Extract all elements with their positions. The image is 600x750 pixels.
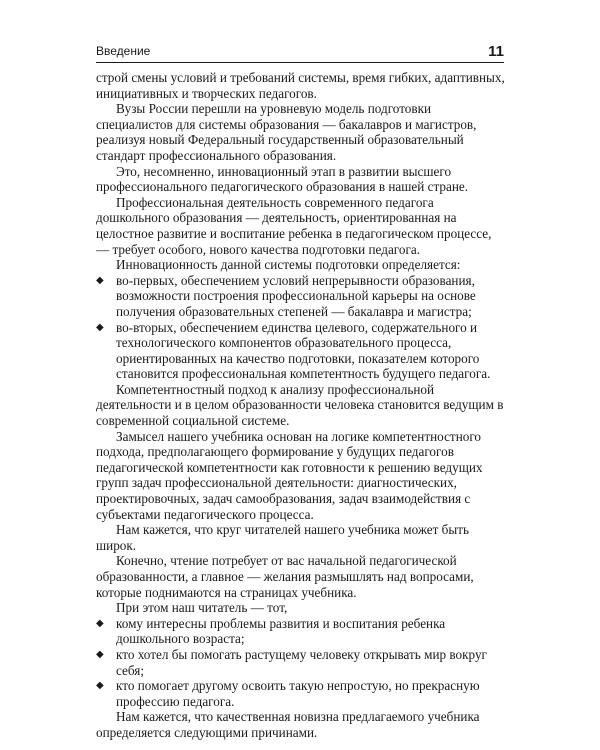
paragraph: Замысел нашего учебника основан на логике компетентностного подхода, предполагающего формирование у будущих педагогов педагогической компетентности как готовности к решению ведущих групп задач профессиональной деятельности: диагностических, проектировочных, задач самообразования, задач взаимодействия с субъектами педагогического процесса. (96, 428, 483, 522)
diamond-bullet-icon: ◆ (96, 274, 104, 286)
paragraph: Нам кажется, что качественная новизна предлагаемого учебника определяется следующими причинами. (96, 709, 480, 740)
bullet-list-innovation (96, 273, 506, 382)
diamond-bullet-icon: ◆ (96, 617, 104, 629)
paragraph: Нам кажется, что круг читателей нашего учебника может быть широк. (96, 522, 470, 553)
section-title: Введение (96, 44, 151, 58)
paragraph: Компетентностный подход к анализу профессиональной деятельности и в целом образованности человека становится ведущим в современной социальной системе. (96, 381, 504, 429)
paragraph: Вузы России перешли на уровневую модель подготовки специалистов для системы образования — бакалавров и магистров, реализуя новый Федеральный государственный образовательный стандарт профессионального образования. (96, 101, 477, 163)
list-item (96, 616, 506, 647)
list-item (96, 647, 506, 678)
list-item-text: во-вторых, обеспечением единства целевого, содержательного и технологического компонентов образовательного процесса, ориентированных на качество подготовки, показателем которого становится профессиональная компетентность будущего педагога. (116, 319, 491, 382)
paragraph: Конечно, чтение потребует от вас начальной педагогической образованности, а главное — желания размышлять над вопросами, которые поднимаются на страницах учебника. (96, 553, 474, 600)
list-item-text: кто хотел бы помогать растущему человеку открывать мир вокруг себя; (116, 646, 487, 678)
page-number: 11 (488, 43, 504, 60)
list-item-text: кто помогает другому освоить такую непростую, но прекрасную профессию педагога. (116, 678, 480, 709)
list-item (96, 678, 506, 709)
body-text (96, 70, 506, 741)
paragraph: строй смены условий и требований системы, время гибких, адаптивных, инициативных и творческих педагогов. (96, 70, 505, 101)
diamond-bullet-icon: ◆ (96, 680, 104, 692)
list-item-text: кому интересны проблемы развития и воспитания ребенка дошкольного возраста; (116, 615, 446, 647)
paragraph: Профессиональная деятельность современного педагога дошкольного образования — деятельность, ориентированная на целостное развитие и воспитание ребенка в педагогическом процессе, — требует особого, нового качества подготовки педагога. (96, 194, 492, 257)
list-item (96, 273, 506, 320)
diamond-bullet-icon: ◆ (96, 648, 104, 660)
list-item-text: во-первых, обеспечением условий непрерывности образования, возможности построения профессиональной карьеры на основе получения образовательных степеней — бакалавра и магистра; (116, 272, 476, 319)
list-item (96, 320, 506, 382)
running-header (96, 40, 504, 63)
diamond-bullet-icon: ◆ (96, 321, 104, 333)
paragraph: Инновационность данной системы подготовки определяется: (116, 257, 461, 273)
paragraph: Это, несомненно, инновационный этап в развитии высшего профессионального педагогического образования в нашей стране. (96, 163, 469, 195)
paragraph: При этом наш читатель — тот, (116, 600, 288, 616)
bullet-list-readers (96, 616, 506, 710)
